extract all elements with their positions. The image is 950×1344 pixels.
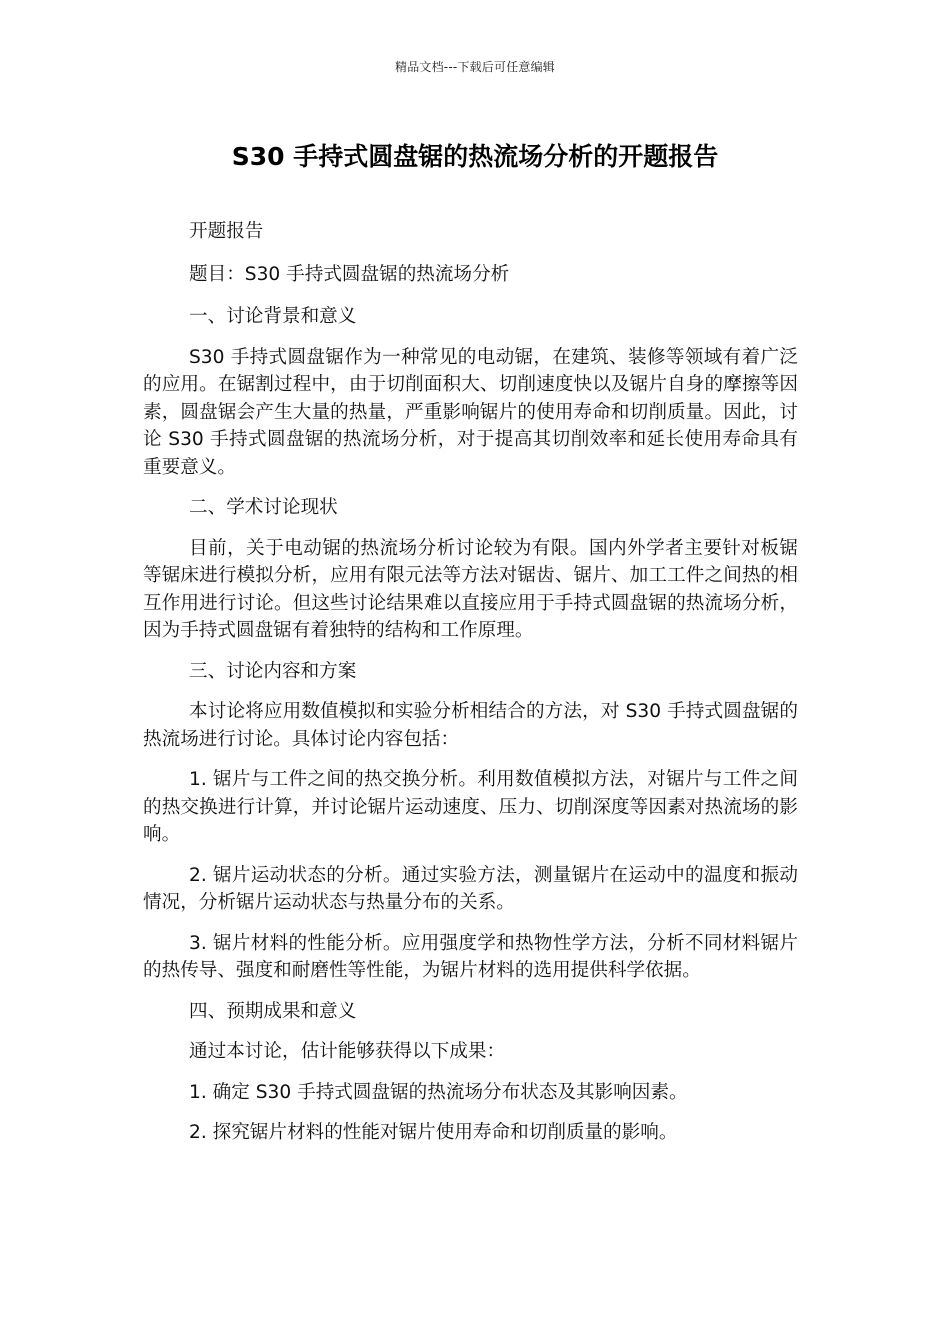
- content-intro-paragraph: 本讨论将应用数值模拟和实验分析相结合的方法，对 S30 手持式圆盘锯的热流场进行讨论。具体讨论内容包括：: [143, 701, 798, 750]
- section-heading-background: 一、讨论背景和意义: [189, 306, 357, 327]
- document-title: S30 手持式圆盘锯的热流场分析的开题报告: [231, 142, 719, 171]
- content-item-3: 3. 锯片材料的性能分析。应用强度学和热物性学方法，分析不同材料锯片的热传导、强度和耐磨性等性能，为锯片材料的选用提供科学依据。: [143, 932, 798, 981]
- status-paragraph: 目前，关于电动锯的热流场分析讨论较为有限。国内外学者主要针对板锯等锯床进行模拟分析，应用有限元法等方法对锯齿、锯片、加工工件之间热的相互作用进行讨论。但这些讨论结果难以直接应用于手持式圆盘锯的热流场分析，因为手持式圆盘锯有着独特的结构和工作原理。: [143, 537, 798, 641]
- outcomes-intro: 通过本讨论，估计能够获得以下成果：: [189, 1041, 506, 1062]
- report-label: 开题报告: [189, 221, 264, 242]
- section-heading-content: 三、讨论内容和方案: [189, 660, 357, 682]
- content-item-1: 1. 锯片与工件之间的热交换分析。利用数值模拟方法，对锯片与工件之间的热交换进行计算，并讨论锯片运动速度、压力、切削深度等因素对热流场的影响。: [143, 769, 798, 845]
- section-heading-status: 二、学术讨论现状: [189, 497, 338, 518]
- section-heading-outcomes: 四、预期成果和意义: [189, 1000, 357, 1022]
- outcome-item-1: 1. 确定 S30 手持式圆盘锯的热流场分布状态及其影响因素。: [189, 1081, 688, 1103]
- topic-line: 题目：S30 手持式圆盘锯的热流场分析: [189, 263, 510, 285]
- content-item-2: 2. 锯片运动状态的分析。通过实验方法，测量锯片在运动中的温度和振动情况，分析锯片运动状态与热量分布的关系。: [143, 864, 798, 913]
- background-paragraph: S30 手持式圆盘锯作为一种常见的电动锯，在建筑、装修等领域有着广泛的应用。在锯割过程中，由于切削面积大、切削速度快以及锯片自身的摩擦等因素，圆盘锯会产生大量的热量，严重影响锯片的使用寿命和切削质量。因此，讨论 S30 手持式圆盘锯的热流场分析，对于提高其切削效率和延长使用寿命具有重要意义。: [143, 346, 798, 478]
- page-header: 精品文档---下载后可任意编辑: [395, 60, 555, 74]
- outcome-item-2: 2. 探究锯片材料的性能对锯片使用寿命和切削质量的影响。: [189, 1122, 678, 1143]
- document-body: [143, 218, 798, 1147]
